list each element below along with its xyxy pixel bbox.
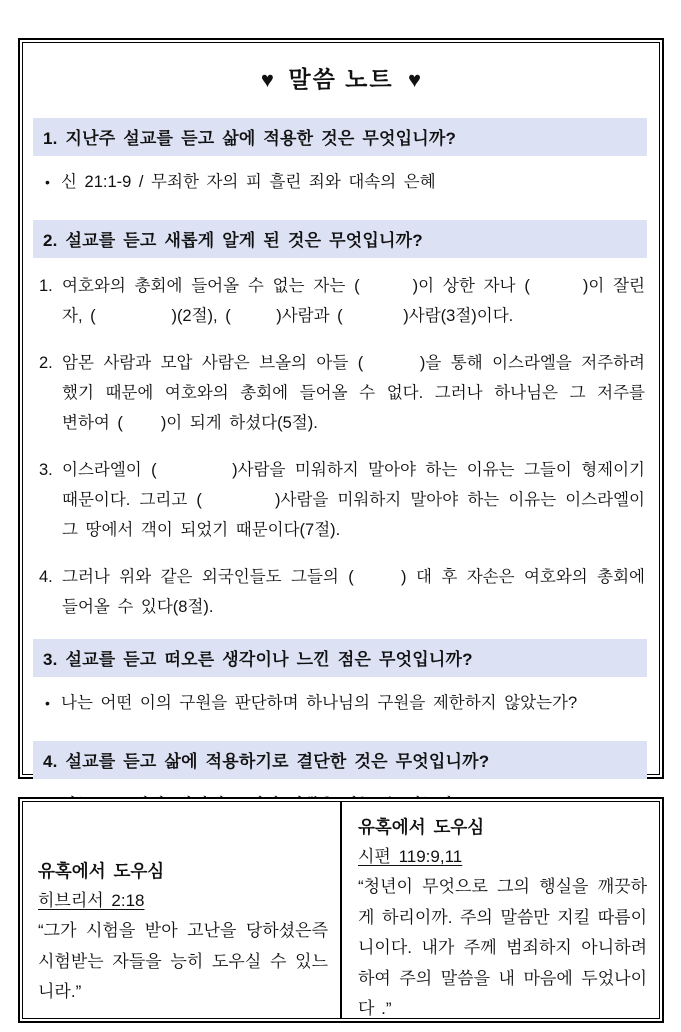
question-1-answer-text: 신 21:1-9 / 무죄한 자의 피 흘린 죄와 대속의 은혜 bbox=[61, 173, 436, 191]
sermon-note-box bbox=[18, 38, 664, 779]
question-4-header: 4. 설교를 듣고 삶에 적용하기로 결단한 것은 무엇입니까? bbox=[33, 741, 647, 779]
verse-cell-right bbox=[342, 802, 659, 1018]
fill-in-item-1 bbox=[31, 271, 651, 331]
sermon-note-content bbox=[23, 43, 659, 818]
verse-right-reference: 시편 119:9,11 bbox=[358, 847, 463, 866]
question-3-answer-text: 나는 어떤 이의 구원을 판단하며 하나님의 구원을 제한하지 않았는가? bbox=[61, 694, 578, 712]
sermon-note-box-inner bbox=[22, 42, 660, 775]
fill-in-item-4 bbox=[31, 562, 651, 622]
item-number: 4. bbox=[39, 568, 53, 586]
bullet-icon: • bbox=[45, 695, 50, 711]
heart-icon: ♥ bbox=[260, 67, 274, 92]
heart-icon: ♥ bbox=[408, 67, 422, 92]
verse-left-quote: “그가 시험을 받아 고난을 당하셨은즉 시험받는 자들을 능히 도우실 수 있느니라.” bbox=[38, 921, 328, 1001]
item-text: 여호와의 총회에 들어올 수 없는 자는 ( )이 상한 자나 ( )이 잘린 자, ( )(2절), ( )사람과 ( )사람(3절)이다. bbox=[62, 277, 653, 325]
fill-in-item-3 bbox=[31, 455, 651, 545]
item-number: 1. bbox=[39, 277, 53, 295]
verse-cell-left bbox=[23, 802, 340, 1018]
item-text: 이스라엘이 ( )사람을 미워하지 말아야 하는 이유는 그들이 형제이기 때문이다. 그리고 ( )사람을 미워하지 말아야 하는 이유는 이스라엘이 그 땅에서 객이 되었기 때문이다(7절). bbox=[62, 461, 653, 539]
item-number: 2. bbox=[39, 354, 53, 372]
memory-verse-box bbox=[18, 797, 664, 1023]
page-title-text: 말씀 노트 bbox=[288, 66, 394, 92]
item-text: 그러나 위와 같은 외국인들도 그들의 ( ) 대 후 자손은 여호와의 총회에 들어올 수 있다(8절). bbox=[62, 568, 653, 616]
question-1-header: 1. 지난주 설교를 듣고 삶에 적용한 것은 무엇입니까? bbox=[33, 118, 647, 156]
question-3-header: 3. 설교를 듣고 떠오른 생각이나 느낀 점은 무엇입니까? bbox=[33, 639, 647, 677]
question-1-answer bbox=[31, 169, 651, 195]
fill-in-item-2 bbox=[31, 348, 651, 438]
memory-verse-box-inner bbox=[22, 801, 660, 1019]
bullet-icon: • bbox=[45, 174, 50, 190]
question-3-answer bbox=[31, 690, 651, 716]
verse-left-reference: 히브리서 2:18 bbox=[38, 891, 145, 910]
verse-right-quote: “청년이 무엇으로 그의 행실을 깨끗하게 하리이까. 주의 말씀만 지킬 따름이니이다. 내가 주께 범죄하지 아니하려 하여 주의 말씀을 내 마음에 두었나이다 .” bbox=[358, 877, 647, 1018]
verse-right-title: 유혹에서 도우심 bbox=[358, 817, 485, 837]
question-2-header: 2. 설교를 듣고 새롭게 알게 된 것은 무엇입니까? bbox=[33, 220, 647, 258]
verse-left-title: 유혹에서 도우심 bbox=[38, 861, 165, 881]
item-text: 암몬 사람과 모압 사람은 브올의 아들 ( )을 통해 이스라엘을 저주하려 했기 때문에 여호와의 총회에 들어올 수 없다. 그러나 하나님은 그 저주를 변하여 ( )이 되게 하셨다(5절). bbox=[62, 354, 653, 432]
page-title bbox=[31, 61, 651, 94]
item-number: 3. bbox=[39, 461, 53, 479]
